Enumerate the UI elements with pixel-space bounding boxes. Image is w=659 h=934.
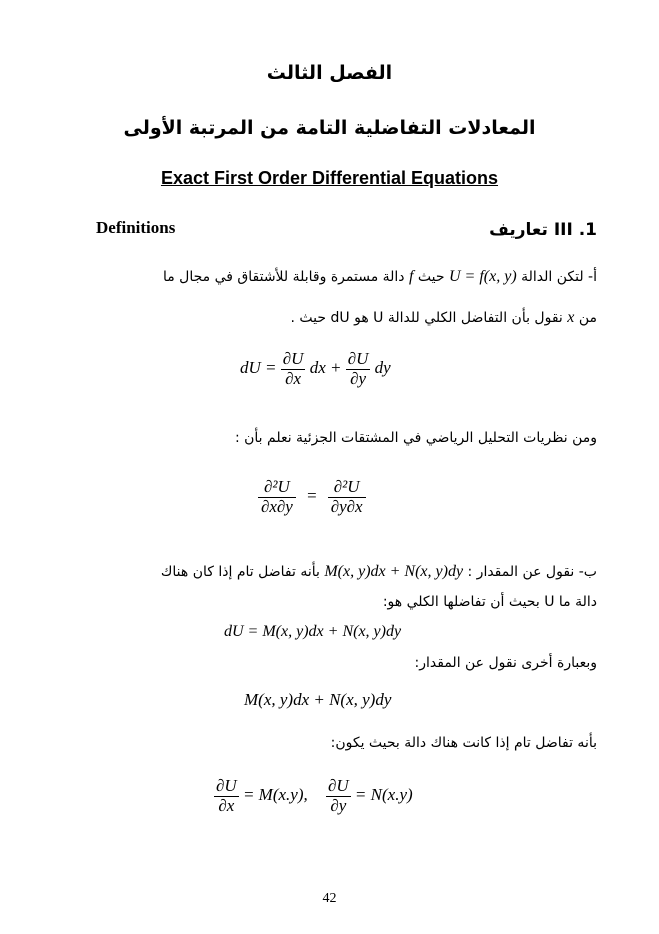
para-a-line2-text: نقول بأن التفاضل الكلي للدالة U هو dU حيث . xyxy=(290,310,563,326)
eq2-equals: = xyxy=(306,486,318,506)
eq5-num2: ∂U xyxy=(327,776,349,795)
para-b-expression: M(x, y)dx + N(x, y)dy xyxy=(324,563,464,580)
definitions-heading-ar: III .1 تعاريف xyxy=(489,220,597,240)
para-b-line2: دالة ما U بحيث أن تفاضلها الكلي هو: xyxy=(382,594,597,610)
eq2-den2: ∂y∂x xyxy=(330,496,363,516)
eq5-den2: ∂y xyxy=(330,795,347,815)
eq5-den1: ∂x xyxy=(218,795,235,815)
eq1-fraction-x xyxy=(281,350,306,388)
para-a-line2 xyxy=(291,309,597,327)
equation-du-mn: dU = M(x, y)dx + N(x, y)dy xyxy=(224,623,402,640)
para-other-phrasing: وبعبارة أخرى نقول عن المقدار: xyxy=(414,655,597,671)
eq1-num2: ∂U xyxy=(347,349,369,368)
para-exact-condition: بأنه تفاضل تام إذا كانت هناك دالة بحيث يكون: xyxy=(330,735,597,751)
eq5-fraction-x xyxy=(214,777,239,815)
para-a-rest: دالة مستمرة وقابلة للأشتقاق في مجال ما xyxy=(162,269,405,285)
para-a-function: U = f(x, y) xyxy=(449,268,517,285)
para-b-start: ب- نقول عن المقدار : xyxy=(467,564,597,580)
eq1-lhs: dU = xyxy=(240,358,277,378)
para-b-line1 xyxy=(161,563,597,581)
equation-partials-mn xyxy=(214,777,413,815)
para-a-intro: أ- لتكن الدالة xyxy=(521,269,597,285)
equation-mixed-partials xyxy=(258,478,366,516)
definitions-heading-en: Definitions xyxy=(96,218,176,237)
para-a-line1 xyxy=(57,268,597,286)
eq2-num2: ∂²U xyxy=(328,478,366,498)
para-a-from: من xyxy=(578,310,597,326)
section-title: المعادلات التفاضلية التامة من المرتبة الأولى xyxy=(123,117,536,139)
chapter-title: الفصل الثالث xyxy=(266,62,393,84)
eq2-fraction-yx xyxy=(328,478,366,516)
eq1-den1: ∂x xyxy=(285,368,302,388)
para-a-x: x xyxy=(567,309,575,326)
eq5-rhs1: = M(x.y), xyxy=(242,785,308,805)
eq2-num1: ∂²U xyxy=(258,478,296,498)
eq5-rhs2: = N(x.y) xyxy=(354,785,413,805)
eq5-fraction-y xyxy=(326,777,351,815)
eq5-num1: ∂U xyxy=(216,776,237,795)
para-a-where: حيث xyxy=(417,269,445,285)
para-a-f: f xyxy=(409,268,414,285)
para-b-end: بأنه تفاضل تام إذا كان هناك xyxy=(160,564,320,580)
equation-mn-expression: M(x, y)dx + N(x, y)dy xyxy=(244,690,392,709)
eq1-fraction-y xyxy=(346,350,371,388)
equation-total-differential xyxy=(240,350,391,388)
eq1-mid: dx + xyxy=(309,358,342,378)
eq1-den2: ∂y xyxy=(350,368,367,388)
eq2-den1: ∂x∂y xyxy=(260,496,293,516)
para-theory: ومن نظريات التحليل الرياضي في المشتقات الجزئية نعلم بأن : xyxy=(234,430,597,446)
eq1-tail: dy xyxy=(374,358,391,378)
eq2-fraction-xy xyxy=(258,478,296,516)
eq1-num1: ∂U xyxy=(282,349,304,368)
english-title: Exact First Order Differential Equations xyxy=(160,168,499,188)
page-number: 42 xyxy=(322,891,337,906)
